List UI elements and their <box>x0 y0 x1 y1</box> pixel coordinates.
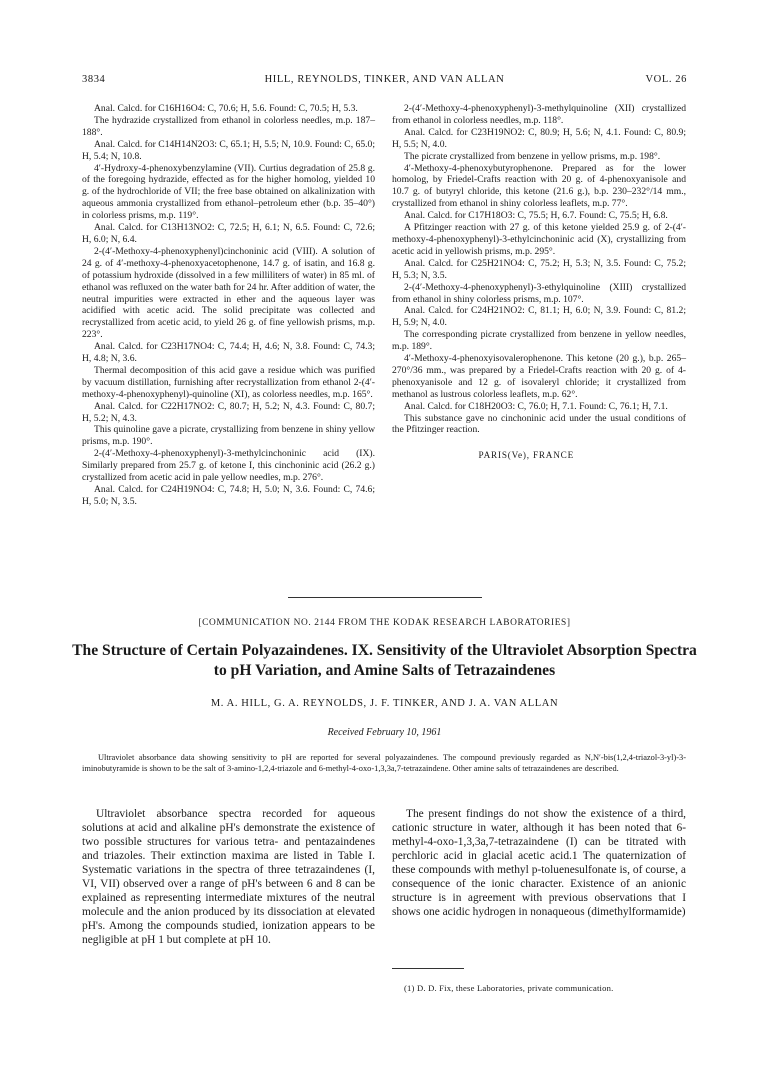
communication-line: [COMMUNICATION NO. 2144 FROM THE KODAK RESEARCH LABORATORIES] <box>198 618 571 628</box>
footnote: (1) D. D. Fix, these Laboratories, private communication. <box>404 983 614 993</box>
paragraph: 4′-Methoxy-4-phenoxyisovalerophenone. This ketone (20 g.), b.p. 265–270°/36 mm., was prepared by a Friedel-Crafts reaction with 20 g. of 4-phenoxyanisole and 12 g. of isovaleryl chloride; it crystallized from methanol as lustrous colorless leaflets, m.p. 62°. <box>392 353 686 400</box>
paragraph: 2-(4′-Methoxy-4-phenoxyphenyl)-3-ethylquinoline (XIII) crystallized from ethanol in shiny colorless prisms, m.p. 107°. <box>392 281 686 305</box>
running-header-authors: HILL, REYNOLDS, TINKER, AND VAN ALLAN <box>264 74 505 85</box>
paragraph: A Pfitzinger reaction with 27 g. of this ketone yielded 25.9 g. of 2-(4′-methoxy-4-phenoxyphenyl)-3-ethylcinchoninic acid (X), crystallizing from acetic acid in yellowish prisms, m.p. 295°. <box>392 222 686 257</box>
paragraph: Anal. Calcd. for C14H14N2O3: C, 65.1; H, 5.5; N, 10.9. Found: C, 65.0; H, 5.4; N, 10.8. <box>82 138 375 162</box>
paragraph: 2-(4′-Methoxy-4-phenoxyphenyl)cinchoninic acid (VIII). A solution of 24 g. of 4′-methoxy-4-phenoxyacetophenone, 14.7 g. of isatin, and 16.8 g. of potassium hydroxide (dissolved in a few milliliters of water) in 85 ml. of ethanol was refluxed on the water bath for 24 hr. After addition of water, the neutral impurities were extracted in ether and the aqueous layer was acidified with acetic acid. The solid precipitate was collected and recrystallized from acetic acid, to yield 26 g. of fine yellowish prisms, m.p. 223°. <box>82 245 375 341</box>
body-paragraph: The present findings do not show the existence of a third, cationic structure in water, although it has been noted that 6-methyl-4-oxo-1,3,3a,7-tetrazaindene (I) can be titrated with perchloric acid in glacial acetic acid.1 The quaternization of these compounds with methyl p-toluenesulfonate is, of course, a consequence of the ionic character. Existence of an anionic structure is in agreement with previous observations that I shows one acidic hydrogen in nonaqueous (dimethylformamide) <box>392 808 686 918</box>
paragraph: The picrate crystallized from benzene in yellow prisms, m.p. 198°. <box>404 150 661 162</box>
paragraph: Anal. Calcd. for C22H17NO2: C, 80.7; H, 5.2; N, 4.3. Found: C, 80.7; H, 5.2; N, 4.3. <box>82 400 375 424</box>
paragraph: This quinoline gave a picrate, crystallizing from benzene in shiny yellow prisms, m.p. 190°. <box>82 424 375 448</box>
paragraph: Anal. Calcd. for C18H20O3: C, 76.0; H, 7.1. Found: C, 76.1; H, 7.1. <box>404 400 668 412</box>
paragraph: 2-(4′-Methoxy-4-phenoxyphenyl)-3-methylquinoline (XII) crystallized from ethanol in colorless needles, m.p. 118°. <box>392 103 686 126</box>
paragraph: 4′-Hydroxy-4-phenoxybenzylamine (VII). Curtius degradation of 25.8 g. of the foregoing hydrazide, effected as for the higher homolog, yielded 10 g. of the hydrochloride of VII; the free base obtained on alkalinization with aqueous ammonia crystallized from ethanol–petroleum ether (b.p. 35–40°) in colorless prisms, m.p. 119°. <box>82 162 375 222</box>
paragraph: Anal. Calcd. for C24H19NO4: C, 74.8; H, 5.0; N, 3.6. Found: C, 74.6; H, 5.0; N, 3.5. <box>82 484 375 507</box>
paragraph: Anal. Calcd. for C13H13NO2: C, 72.5; H, 6.1; N, 6.5. Found: C, 72.6; H, 6.0; N, 6.4. <box>82 222 375 245</box>
article-title: The Structure of Certain Polyazaindenes. IX. Sensitivity of the Ultraviolet Absorption Spectra to pH Variation, and Amine Salts of Tetrazaindenes <box>72 642 697 679</box>
paragraph: 4′-Methoxy-4-phenoxybutyrophenone. Prepared as for the lower homolog, by Friedel-Crafts reaction with 20 g. of 4-phenoxyanisole and 10.7 g. of butyryl chloride, this ketone (21.6 g.), b.p. 230–232°/14 mm., crystallized from ethanol in shiny colorless leaflets, m.p. 77°. <box>392 162 686 210</box>
body-left-column <box>82 807 375 947</box>
affiliation: PARIS(Ve), FRANCE <box>478 450 574 461</box>
experimental-left-column <box>82 103 375 508</box>
paragraph: The corresponding picrate crystallized from benzene in yellow needles, m.p. 189°. <box>392 329 686 353</box>
footnote-rule <box>392 968 464 969</box>
running-header <box>82 74 687 90</box>
paragraph: Anal. Calcd. for C25H21NO4: C, 75.2; H, 5.3; N, 3.5. Found: C, 75.2; H, 5.3; N, 3.5. <box>392 257 686 281</box>
paragraph: This substance gave no cinchoninic acid under the usual conditions of the Pfitzinger reaction. <box>392 412 686 436</box>
paragraph: Anal. Calcd. for C16H16O4: C, 70.6; H, 5.6. Found: C, 70.5; H, 5.3. <box>94 103 358 114</box>
section-divider <box>288 597 482 598</box>
paragraph: Anal. Calcd. for C17H18O3: C, 75.5; H, 6.7. Found: C, 75.5; H, 6.8. <box>404 210 668 222</box>
body-paragraph: Ultraviolet absorbance spectra recorded for aqueous solutions at acid and alkaline pH's demonstrate the existence of two possible structures for various tetra- and pentazaindenes and triazoles. Their extinction maxima are listed in Table I. Systematic variations in the spectra of three tetrazaindenes (I, VI, VII) observed over a range of pH's between 6 and 8 can be explained as representing intermediate mixtures of the neutral molecule and the anion produced by its dissociation at elevated pH's. Among the compounds studied, ionization appears to be negligible at pH 1 but complete at pH 10. <box>82 808 375 946</box>
paragraph: 2-(4′-Methoxy-4-phenoxyphenyl)-3-methylcinchoninic acid (IX). Similarly prepared from 25.7 g. of ketone I, this cinchoninic acid (26.2 g.) crystallized from acetic acid in pale yellow needles, m.p. 276°. <box>82 448 375 484</box>
paragraph: Thermal decomposition of this acid gave a residue which was purified by vacuum distillation, furnishing after recrystallization from ethanol 2-(4′-methoxy-4-phenoxyphenyl)-quinoline (XI), as colorless needles, m.p. 165°. <box>82 364 375 400</box>
received-date: Received February 10, 1961 <box>327 727 442 738</box>
volume-label: VOL. 26 <box>645 74 687 85</box>
page-number: 3834 <box>82 74 106 85</box>
paragraph: Anal. Calcd. for C24H21NO2: C, 81.1; H, 6.0; N, 3.9. Found: C, 81.2; H, 5.9; N, 4.0. <box>392 305 686 329</box>
paragraph: The hydrazide crystallized from ethanol in colorless needles, m.p. 187–188°. <box>82 114 375 138</box>
experimental-right-column <box>392 103 686 462</box>
paragraph: Anal. Calcd. for C23H19NO2: C, 80.9; H, 5.6; N, 4.1. Found: C, 80.9; H, 5.5; N, 4.0. <box>392 126 686 150</box>
paragraph: Anal. Calcd. for C23H17NO4: C, 74.4; H, 4.6; N, 3.8. Found: C, 74.3; H, 4.8; N, 3.6. <box>82 341 375 365</box>
article-authors: M. A. HILL, G. A. REYNOLDS, J. F. TINKER, AND J. A. VAN ALLAN <box>210 698 559 709</box>
body-right-column <box>392 807 686 919</box>
abstract: Ultraviolet absorbance data showing sensitivity to pH are reported for several polyazaindenes. The compound previously regarded as N,N′-bis(1,2,4-triazol-3-yl)-3-iminobutyramide is shown to be the salt of 3-amino-1,2,4-triazole and 6-methyl-4-oxo-1,3,3a,7-tetrazaindene. Other amine salts of tetrazaindenes are described. <box>82 753 686 773</box>
